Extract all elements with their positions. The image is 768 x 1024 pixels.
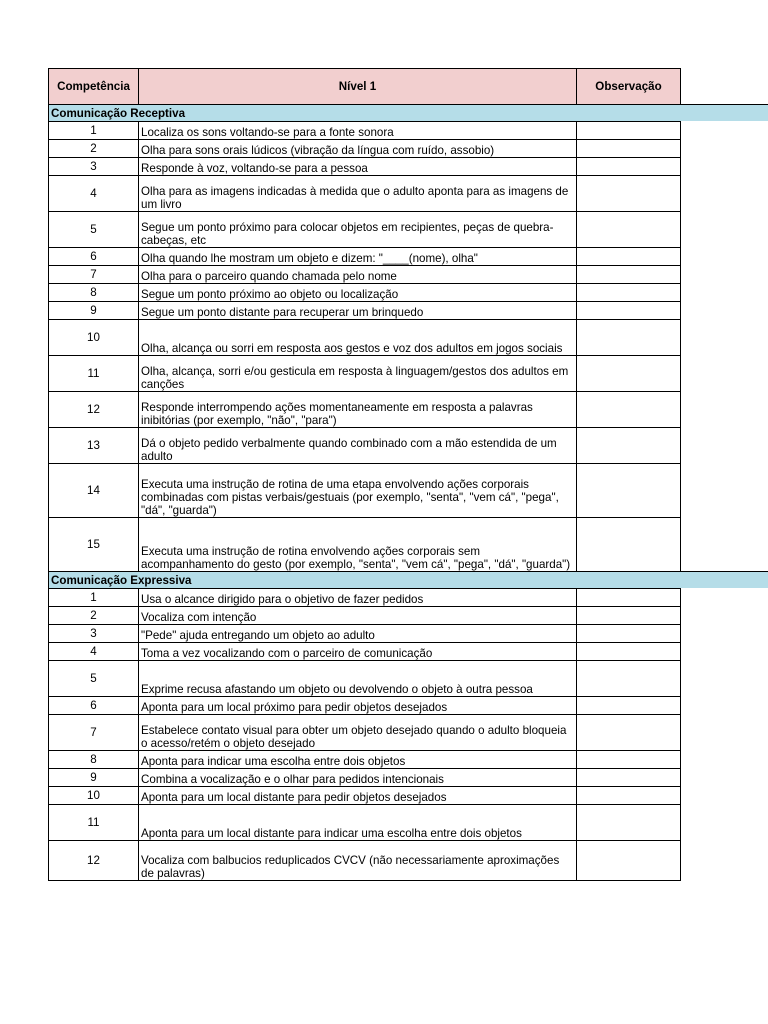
blank-cell: [681, 518, 768, 572]
observation-cell[interactable]: [577, 518, 681, 572]
item-number: 5: [49, 212, 139, 248]
item-description: Vocaliza com balbucios reduplicados CVCV (não necessariamente aproximações de palavras): [139, 841, 577, 881]
item-number: 12: [49, 841, 139, 881]
observation-cell[interactable]: [577, 176, 681, 212]
observation-cell[interactable]: [577, 320, 681, 356]
observation-cell[interactable]: [577, 607, 681, 625]
blank-cell: [681, 428, 768, 464]
item-description: Olha para as imagens indicadas à medida que o adulto aponta para as imagens de um livro: [139, 176, 577, 212]
item-number: 7: [49, 715, 139, 751]
table-row: [49, 589, 768, 607]
item-number: 10: [49, 320, 139, 356]
table-row: [49, 176, 768, 212]
table-row: [49, 643, 768, 661]
blank-cell: [681, 787, 768, 805]
header-row: [49, 69, 768, 105]
blank-cell: [681, 715, 768, 751]
item-description: "Pede" ajuda entregando um objeto ao adulto: [139, 625, 577, 643]
blank-cell: [681, 607, 768, 625]
item-description: Aponta para um local distante para indicar uma escolha entre dois objetos: [139, 805, 577, 841]
item-number: 3: [49, 625, 139, 643]
table-body: [49, 105, 768, 881]
table-row: [49, 158, 768, 176]
item-number: 12: [49, 392, 139, 428]
table-row: [49, 661, 768, 697]
item-description: Aponta para um local distante para pedir objetos desejados: [139, 787, 577, 805]
table-row: [49, 392, 768, 428]
observation-cell[interactable]: [577, 392, 681, 428]
section-header-row: [49, 105, 768, 122]
item-description: Responde à voz, voltando-se para a pessoa: [139, 158, 577, 176]
table-row: [49, 248, 768, 266]
table-row: [49, 122, 768, 140]
table-row: [49, 140, 768, 158]
observation-cell[interactable]: [577, 248, 681, 266]
header-observacao: Observação: [577, 69, 681, 105]
item-description: Executa uma instrução de rotina de uma etapa envolvendo ações corporais combinadas com pistas verbais/gestuais (por exemplo, "senta", "vem cá", "pega", "dá", "guarda"): [139, 464, 577, 518]
item-number: 1: [49, 589, 139, 607]
item-number: 4: [49, 643, 139, 661]
blank-cell: [681, 661, 768, 697]
blank-cell: [681, 248, 768, 266]
observation-cell[interactable]: [577, 122, 681, 140]
observation-cell[interactable]: [577, 625, 681, 643]
item-number: 13: [49, 428, 139, 464]
item-number: 14: [49, 464, 139, 518]
table-row: [49, 212, 768, 248]
blank-cell: [681, 140, 768, 158]
item-number: 4: [49, 176, 139, 212]
item-description: Executa uma instrução de rotina envolvendo ações corporais sem acompanhamento do gesto (por exemplo, "senta", "vem cá", "pega", "dá", "guarda"): [139, 518, 577, 572]
table-row: [49, 769, 768, 787]
header-blank: [681, 69, 768, 105]
table-row: [49, 697, 768, 715]
observation-cell[interactable]: [577, 661, 681, 697]
item-number: 9: [49, 302, 139, 320]
item-description: Olha para sons orais lúdicos (vibração da língua com ruído, assobio): [139, 140, 577, 158]
observation-cell[interactable]: [577, 212, 681, 248]
table-row: [49, 805, 768, 841]
item-description: Localiza os sons voltando-se para a fonte sonora: [139, 122, 577, 140]
item-description: Segue um ponto próximo para colocar objetos em recipientes, peças de quebra-cabeças, etc: [139, 212, 577, 248]
assessment-sheet: [48, 68, 768, 881]
observation-cell[interactable]: [577, 769, 681, 787]
item-description: Exprime recusa afastando um objeto ou devolvendo o objeto à outra pessoa: [139, 661, 577, 697]
blank-cell: [681, 212, 768, 248]
observation-cell[interactable]: [577, 751, 681, 769]
table-row: [49, 625, 768, 643]
blank-cell: [681, 122, 768, 140]
blank-cell: [681, 266, 768, 284]
observation-cell[interactable]: [577, 356, 681, 392]
item-description: Segue um ponto próximo ao objeto ou localização: [139, 284, 577, 302]
item-description: Estabelece contato visual para obter um objeto desejado quando o adulto bloqueia o acesso/retém o objeto desejado: [139, 715, 577, 751]
blank-cell: [681, 464, 768, 518]
blank-cell: [681, 769, 768, 787]
observation-cell[interactable]: [577, 841, 681, 881]
item-number: 11: [49, 356, 139, 392]
section-title: Comunicação Expressiva: [49, 572, 768, 589]
item-number: 10: [49, 787, 139, 805]
section-header-row: [49, 572, 768, 589]
item-number: 5: [49, 661, 139, 697]
observation-cell[interactable]: [577, 715, 681, 751]
item-description: Dá o objeto pedido verbalmente quando combinado com a mão estendida de um adulto: [139, 428, 577, 464]
item-number: 2: [49, 607, 139, 625]
observation-cell[interactable]: [577, 589, 681, 607]
item-number: 3: [49, 158, 139, 176]
item-description: Segue um ponto distante para recuperar um brinquedo: [139, 302, 577, 320]
blank-cell: [681, 805, 768, 841]
blank-cell: [681, 302, 768, 320]
observation-cell[interactable]: [577, 464, 681, 518]
item-description: Aponta para indicar uma escolha entre dois objetos: [139, 751, 577, 769]
observation-cell[interactable]: [577, 266, 681, 284]
item-description: Toma a vez vocalizando com o parceiro de comunicação: [139, 643, 577, 661]
blank-cell: [681, 697, 768, 715]
table-row: [49, 787, 768, 805]
blank-cell: [681, 625, 768, 643]
item-description: Olha para o parceiro quando chamada pelo nome: [139, 266, 577, 284]
blank-cell: [681, 284, 768, 302]
header-nivel: Nível 1: [139, 69, 577, 105]
item-number: 15: [49, 518, 139, 572]
blank-cell: [681, 751, 768, 769]
item-description: Combina a vocalização e o olhar para pedidos intencionais: [139, 769, 577, 787]
item-number: 2: [49, 140, 139, 158]
item-number: 6: [49, 248, 139, 266]
blank-cell: [681, 356, 768, 392]
blank-cell: [681, 392, 768, 428]
item-description: Vocaliza com intenção: [139, 607, 577, 625]
blank-cell: [681, 643, 768, 661]
observation-cell[interactable]: [577, 643, 681, 661]
blank-cell: [681, 841, 768, 881]
item-number: 8: [49, 284, 139, 302]
blank-cell: [681, 158, 768, 176]
table-row: [49, 518, 768, 572]
table-row: [49, 607, 768, 625]
table-row: [49, 841, 768, 881]
observation-cell[interactable]: [577, 697, 681, 715]
table-row: [49, 715, 768, 751]
item-number: 7: [49, 266, 139, 284]
observation-cell[interactable]: [577, 140, 681, 158]
table-row: [49, 464, 768, 518]
observation-cell[interactable]: [577, 284, 681, 302]
item-number: 8: [49, 751, 139, 769]
observation-cell[interactable]: [577, 787, 681, 805]
header-competencia: Competência: [49, 69, 139, 105]
observation-cell[interactable]: [577, 158, 681, 176]
blank-cell: [681, 589, 768, 607]
table-row: [49, 320, 768, 356]
table-row: [49, 751, 768, 769]
item-number: 1: [49, 122, 139, 140]
item-description: Usa o alcance dirigido para o objetivo de fazer pedidos: [139, 589, 577, 607]
table-row: [49, 356, 768, 392]
table-row: [49, 302, 768, 320]
item-description: Aponta para um local próximo para pedir objetos desejados: [139, 697, 577, 715]
table-row: [49, 428, 768, 464]
item-number: 11: [49, 805, 139, 841]
item-number: 9: [49, 769, 139, 787]
blank-cell: [681, 320, 768, 356]
competency-table: [48, 68, 768, 881]
blank-cell: [681, 176, 768, 212]
item-description: Olha, alcança ou sorri em resposta aos gestos e voz dos adultos em jogos sociais: [139, 320, 577, 356]
table-row: [49, 284, 768, 302]
table-row: [49, 266, 768, 284]
observation-cell[interactable]: [577, 302, 681, 320]
item-description: Olha, alcança, sorri e/ou gesticula em resposta à linguagem/gestos dos adultos em canções: [139, 356, 577, 392]
item-description: Responde interrompendo ações momentaneamente em resposta a palavras inibitórias (por exemplo, "não", "para"): [139, 392, 577, 428]
item-number: 6: [49, 697, 139, 715]
item-description: Olha quando lhe mostram um objeto e dizem: "____(nome), olha": [139, 248, 577, 266]
observation-cell[interactable]: [577, 805, 681, 841]
observation-cell[interactable]: [577, 428, 681, 464]
section-title: Comunicação Receptiva: [49, 105, 768, 122]
